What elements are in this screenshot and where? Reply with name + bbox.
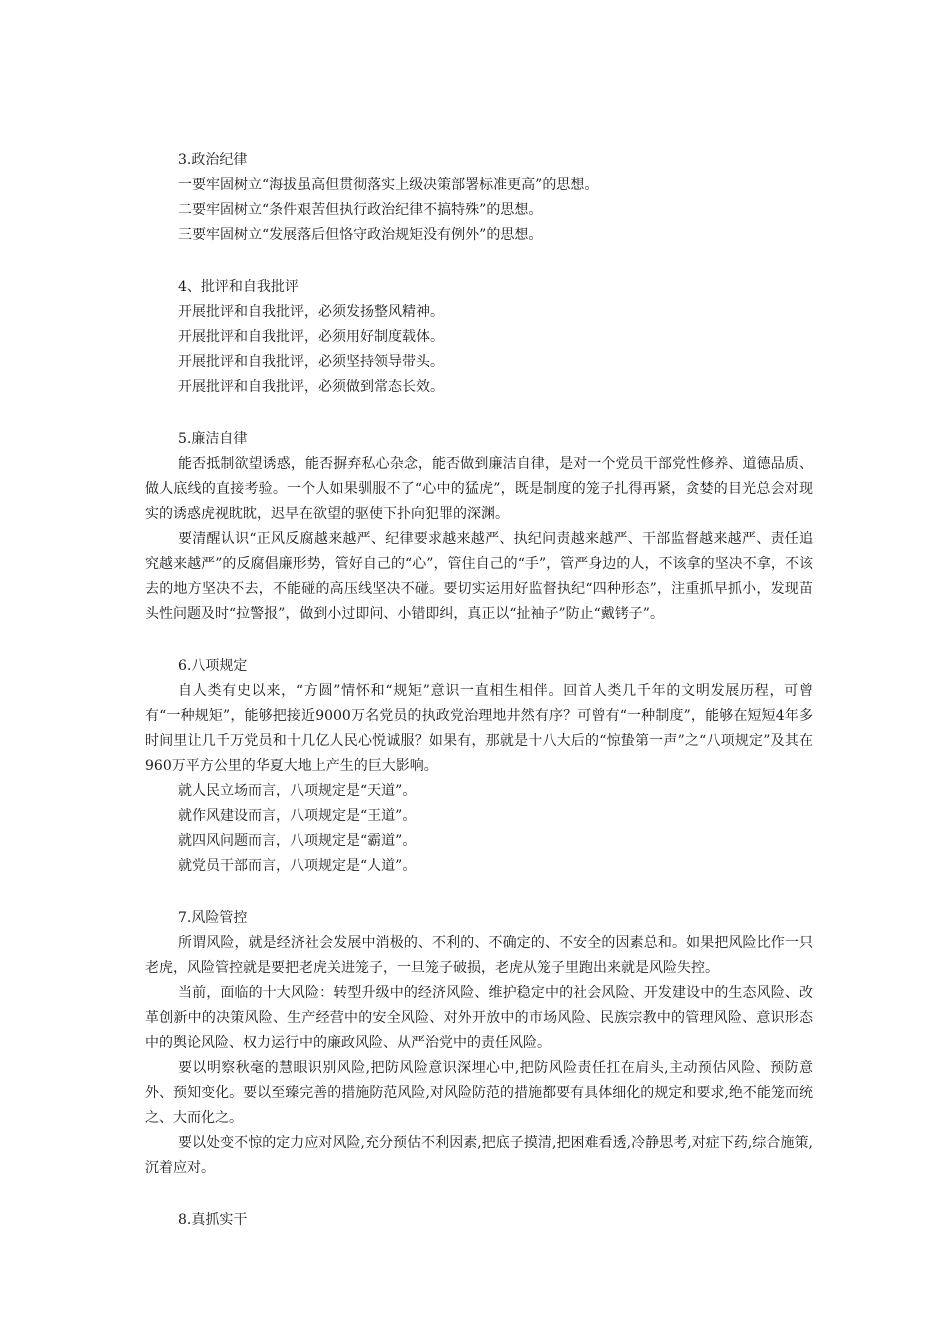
section-practical-work — [145, 1208, 813, 1233]
text-line: 就作风建设而言，八项规定是“王道”。 — [178, 808, 417, 824]
section-heading: 3.政治纪律 — [178, 152, 248, 168]
section-eight-rules — [145, 654, 813, 879]
paragraph: 当前，面临的十大风险：转型升级中的经济风险、维护稳定中的社会风险、开发建设中的生态风险、改革创新中的决策风险、生产经营中的安全风险、对外开放中的市场风险、民族宗教中的管理风险、意识形态中的舆论风险、权力运行中的廉政风险、从严治党中的责任风险。 — [145, 985, 813, 1051]
section-risk-control — [145, 906, 813, 1181]
text-line: 二要牢固树立“条件艰苦但执行政治纪律不搞特殊”的思想。 — [178, 202, 543, 218]
document-page — [145, 148, 813, 1260]
paragraph: 要以处变不惊的定力应对风险,充分预估不利因素,把底子摸清,把困难看透,冷静思考,对症下药,综合施策,沉着应对。 — [145, 1135, 813, 1176]
paragraph: 自人类有史以来，“方圆”情怀和“规矩”意识一直相生相伴。回首人类几千年的文明发展历程，可曾有“一种规矩”，能够把接近9000万名党员的执政党治理地井然有序？可曾有“一种制度”，能够在短短4年多时间里让几千万党员和十几亿人民心悦诚服？如果有，那就是十八大后的“惊蛰第一声”之“八项规定”及其在960万平方公里的华夏大地上产生的巨大影响。 — [145, 683, 813, 774]
paragraph: 要以明察秋毫的慧眼识别风险,把防风险意识深埋心中,把防风险责任扛在肩头,主动预估风险、预防意外、预知变化。要以至臻完善的措施防范风险,对风险防范的措施都要有具体细化的规定和要求,绝不能笼而统之、大而化之。 — [145, 1060, 813, 1126]
text-line: 就党员干部而言，八项规定是“人道”。 — [178, 858, 417, 874]
text-line: 开展批评和自我批评，必须坚持领导带头。 — [178, 354, 444, 370]
section-integrity — [145, 427, 813, 627]
text-line: 三要牢固树立“发展落后但恪守政治规矩没有例外”的思想。 — [178, 227, 543, 243]
text-line: 开展批评和自我批评，必须做到常态长效。 — [178, 379, 444, 395]
text-line: 一要牢固树立“海拔虽高但贯彻落实上级决策部署标准更高”的思想。 — [178, 177, 599, 193]
paragraph: 能否抵制欲望诱惑，能否摒弃私心杂念，能否做到廉洁自律，是对一个党员干部党性修养、道德品质、做人底线的直接考验。一个人如果驯服不了“心中的猛虎”，既是制度的笼子扎得再紧，贪婪的目光总会对现实的诱惑虎视眈眈，迟早在欲望的驱使下扑向犯罪的深渊。 — [145, 456, 813, 522]
section-heading: 4、批评和自我批评 — [178, 279, 299, 295]
text-line: 开展批评和自我批评，必须用好制度载体。 — [178, 329, 444, 345]
paragraph: 要清醒认识“正风反腐越来越严、纪律要求越来越严、执纪问责越来越严、干部监督越来越严、责任追究越来越严”的反腐倡廉形势，管好自己的“心”，管住自己的“手”，管严身边的人，不该拿的坚决不拿，不该去的地方坚决不去，不能碰的高压线坚决不碰。要切实运用好监督执纪“四种形态”，注重抓早抓小，发现苗头性问题及时“拉警报”，做到小过即问、小错即纠，真正以“扯袖子”防止“戴铐子”。 — [145, 531, 813, 622]
text-line: 开展批评和自我批评，必须发扬整风精神。 — [178, 304, 444, 320]
section-heading: 7.风险管控 — [178, 910, 248, 926]
text-line: 就人民立场而言，八项规定是“天道”。 — [178, 783, 417, 799]
section-criticism — [145, 275, 813, 400]
section-political-discipline — [145, 148, 813, 248]
text-line: 就四风问题而言，八项规定是“霸道”。 — [178, 833, 417, 849]
section-heading: 6.八项规定 — [178, 658, 248, 674]
section-heading: 8.真抓实干 — [178, 1212, 248, 1228]
section-heading: 5.廉洁自律 — [178, 431, 248, 447]
paragraph: 所谓风险，就是经济社会发展中消极的、不利的、不确定的、不安全的因素总和。如果把风险比作一只老虎，风险管控就是要把老虎关进笼子，一旦笼子破损，老虎从笼子里跑出来就是风险失控。 — [145, 935, 813, 976]
